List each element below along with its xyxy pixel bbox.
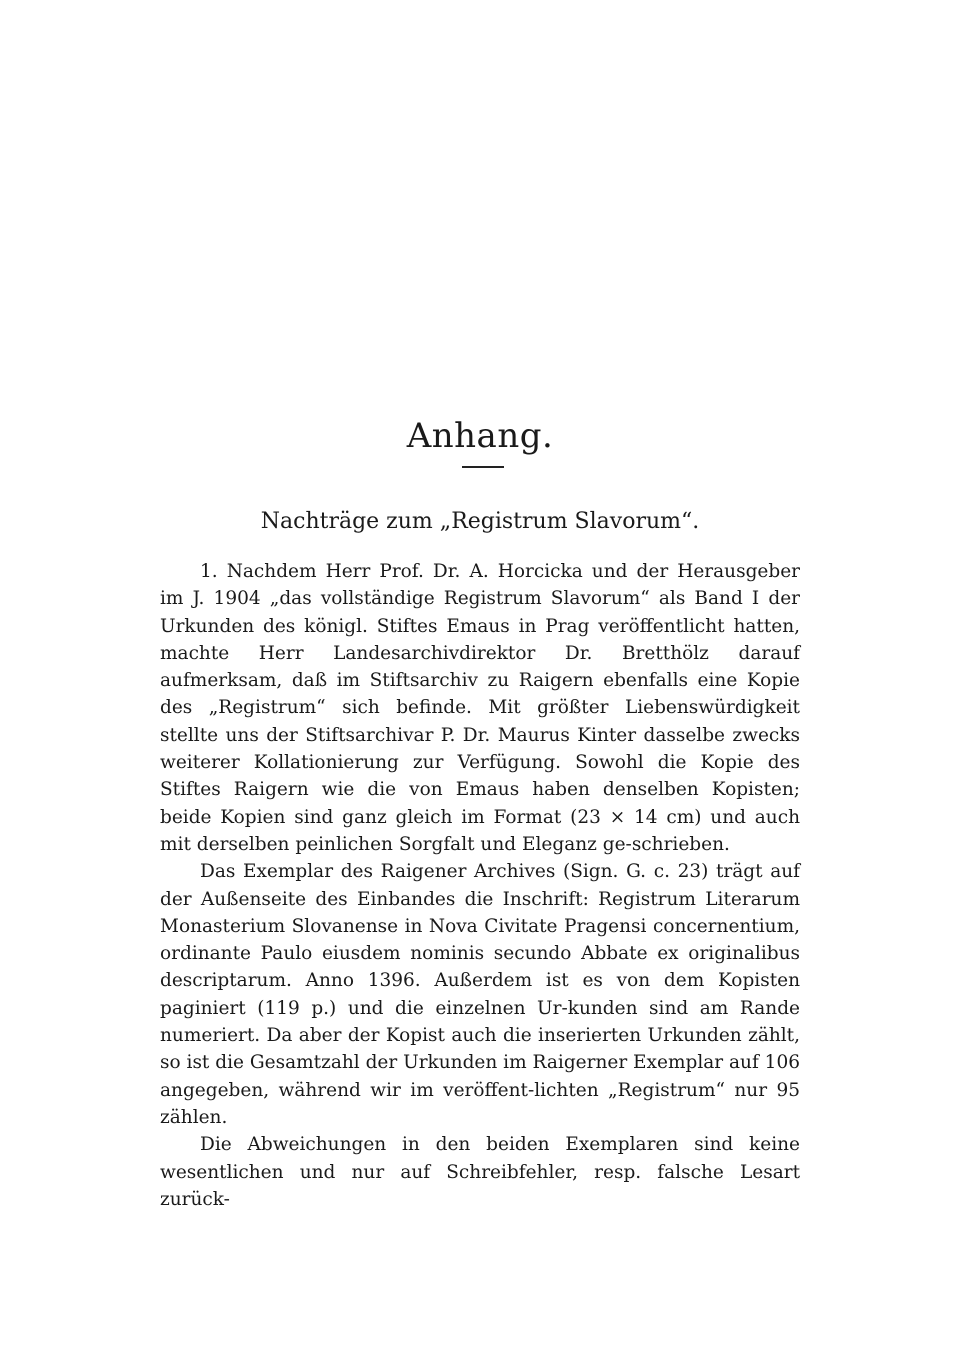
heading-divider: [462, 466, 504, 468]
body-text: [160, 558, 800, 1213]
paragraph-2: Das Exemplar des Raigener Archives (Sign. G. c. 23) trägt auf der Außenseite des Einbandes die Inschrift: Registrum Literarum Monasterium Slovanense in Nova Civitate Pragensi concernentium, ordinante Paulo eiusdem nominis secundo Abbate ex originalibus descriptarum. Anno 1396. Außerdem ist es von dem Kopisten paginiert (119 p.) und die einzelnen Ur-kunden sind am Rande numeriert. Da aber der Kopist auch die inserierten Urkunden zählt, so ist die Gesamtzahl der Urkunden im Raigerner Exemplar auf 106 angegeben, während wir im veröffent-lichten „Registrum“ nur 95 zählen.: [160, 861, 800, 1128]
page-heading: Anhang.: [406, 416, 554, 456]
section-title: Nachträge zum „Registrum Slavorum“.: [260, 509, 700, 534]
paragraph-1: 1. Nachdem Herr Prof. Dr. A. Horcicka und der Herausgeber im J. 1904 „das vollständige Registrum Slavorum“ als Band I der Urkunden des königl. Stiftes Emaus in Prag veröffentlicht hatten, machte Herr Landesarchivdirektor Dr. Bretthölz darauf aufmerksam, daß im Stiftsarchiv zu Raigern ebenfalls eine Kopie des „Registrum“ sich befinde. Mit größter Liebenswürdigkeit stellte uns der Stiftsarchivar P. Dr. Maurus Kinter dasselbe zwecks weiterer Kollationierung zur Verfügung. Sowohl die Kopie des Stiftes Raigern wie die von Emaus haben denselben Kopisten; beide Kopien sind ganz gleich im Format (23 × 14 cm) und auch mit derselben peinlichen Sorgfalt und Eleganz ge-schrieben.: [160, 561, 800, 855]
paragraph-3: Die Abweichungen in den beiden Exemplaren sind keine wesentlichen und nur auf Schreibfehler, resp. falsche Lesart zurück-: [160, 1134, 800, 1210]
